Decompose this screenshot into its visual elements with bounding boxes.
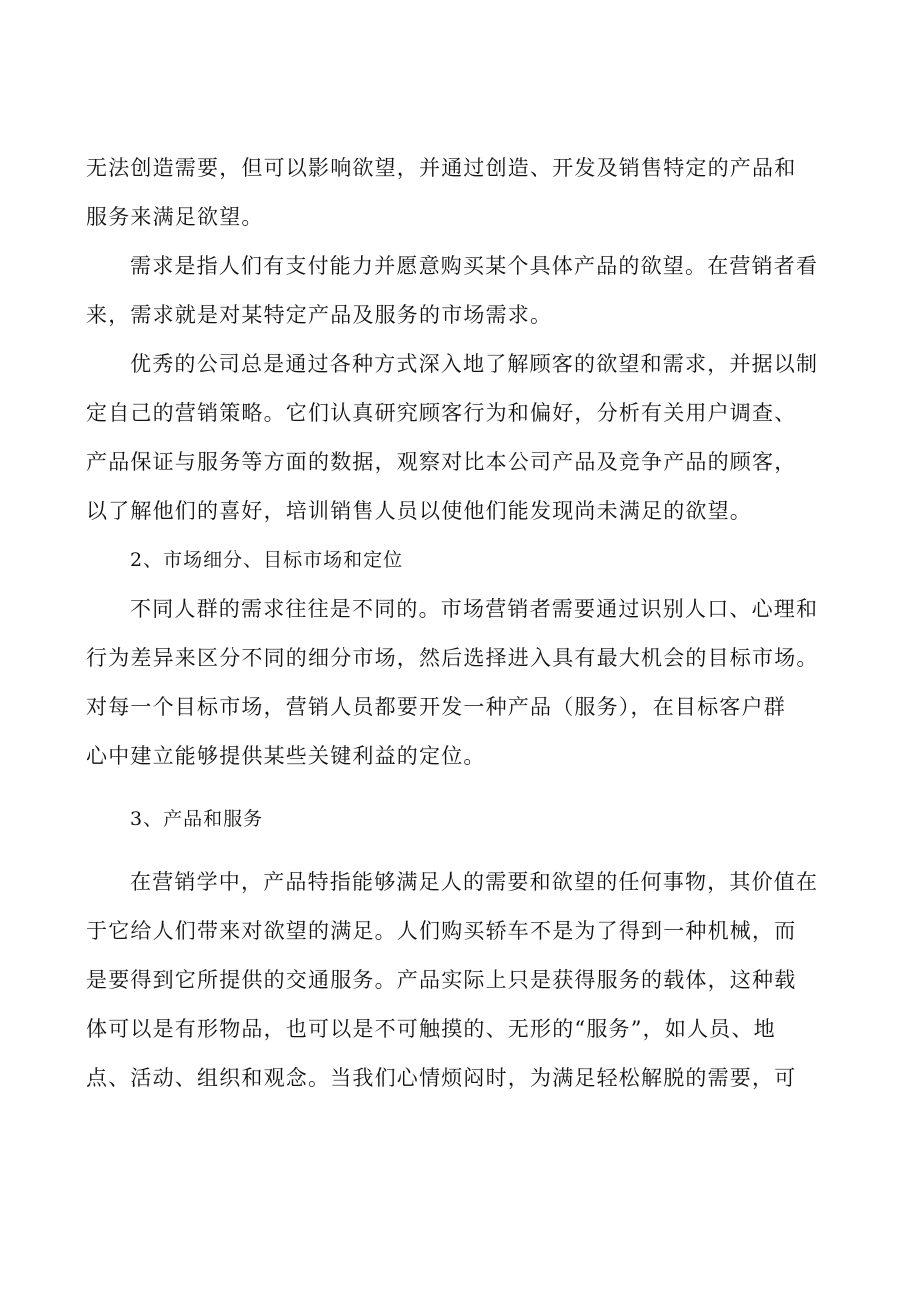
text-line: 产品保证与服务等方面的数据，观察对比本公司产品及竞争产品的顾客， <box>86 450 797 474</box>
text-line: 是要得到它所提供的交通服务。产品实际上只是获得服务的载体，这种载 <box>86 968 797 992</box>
spacer <box>86 844 838 858</box>
document-body <box>86 144 838 1103</box>
spacer <box>86 781 838 795</box>
text-line: 不同人群的需求往往是不同的。市场营销者需要通过识别人口、心理和 <box>130 597 819 621</box>
text-line: 定自己的营销策略。它们认真研究顾客行为和偏好，分析有关用户调查、 <box>86 401 797 425</box>
text-line: 点、活动、组织和观念。当我们心情烦闷时，为满足轻松解脱的需要，可 <box>86 1066 797 1090</box>
text-line: 体可以是有形物品，也可以是不可触摸的、无形的“服务”，如人员、地 <box>86 1017 776 1041</box>
text-line: 来，需求就是对某特定产品及服务的市场需求。 <box>86 303 553 327</box>
section-heading-3: 3、产品和服务 <box>130 808 264 830</box>
text-line: 心中建立能够提供某些关键利益的定位。 <box>86 744 486 768</box>
text-line: 在营销学中，产品特指能够满足人的需要和欲望的任何事物，其价值在 <box>130 870 819 894</box>
text-line: 无法创造需要，但可以影响欲望，并通过创造、开发及销售特定的产品和 <box>86 156 797 180</box>
paragraph-demand <box>86 242 838 340</box>
section-heading-2: 2、市场细分、目标市场和定位 <box>130 549 404 571</box>
paragraph-companies <box>86 340 838 536</box>
paragraph-segmentation <box>86 585 838 781</box>
paragraph-continuation <box>86 144 838 242</box>
text-line: 对每一个目标市场，营销人员都要开发一种产品（服务），在目标客户群 <box>86 695 786 719</box>
text-line: 优秀的公司总是通过各种方式深入地了解顾客的欲望和需求，并据以制 <box>130 352 819 376</box>
text-line: 服务来满足欲望。 <box>86 205 264 229</box>
text-line: 以了解他们的喜好，培训销售人员以使他们能发现尚未满足的欲望。 <box>86 499 752 523</box>
paragraph-products <box>86 858 838 1103</box>
text-line: 于它给人们带来对欲望的满足。人们购买轿车不是为了得到一种机械，而 <box>86 919 797 943</box>
text-line: 行为差异来区分不同的细分市场，然后选择进入具有最大机会的目标市场。 <box>86 646 819 670</box>
text-line: 需求是指人们有支付能力并愿意购买某个具体产品的欲望。在营销者看 <box>130 254 819 278</box>
